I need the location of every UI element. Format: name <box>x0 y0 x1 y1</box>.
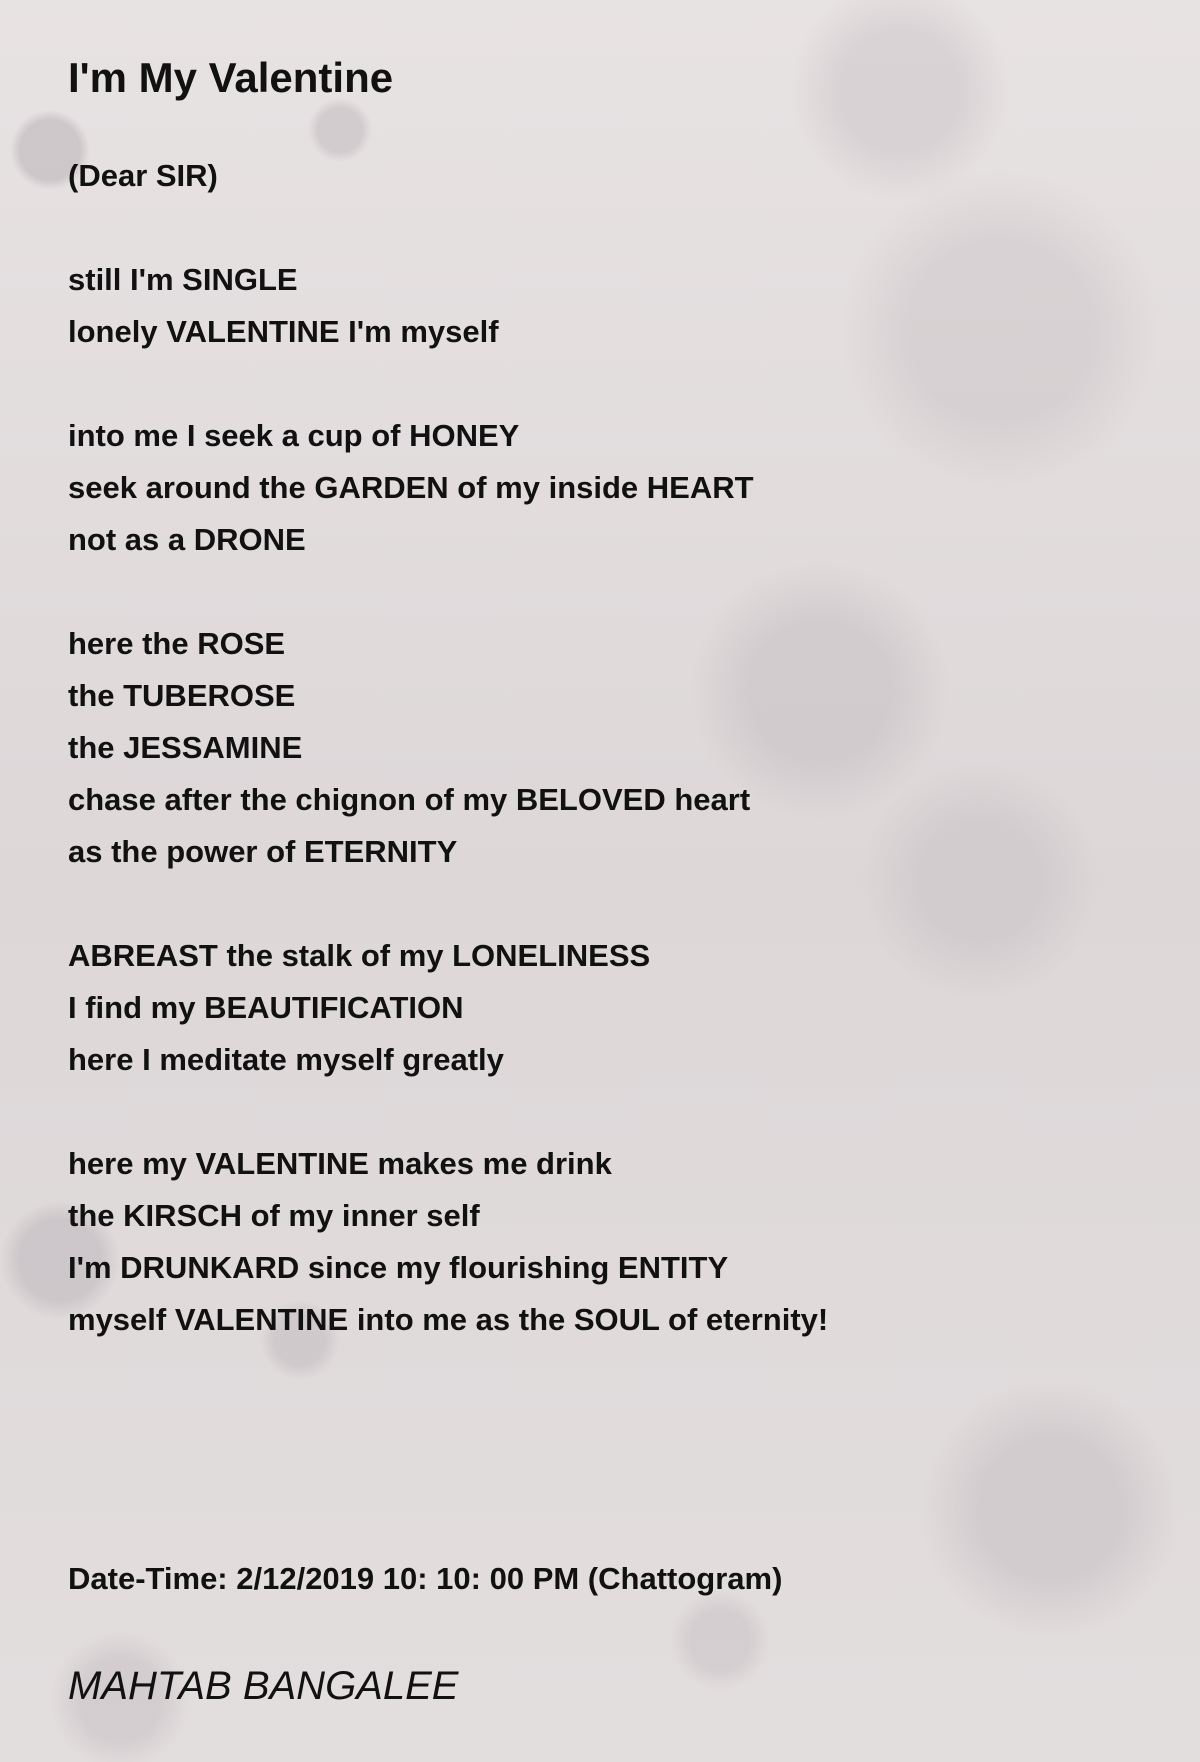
poem-line: seek around the GARDEN of my inside HEART <box>68 470 754 505</box>
poem-line: here my VALENTINE makes me drink <box>68 1146 612 1181</box>
stanza <box>68 1138 828 1346</box>
poem-line: into me I seek a cup of HONEY <box>68 418 520 453</box>
stanza <box>68 930 828 1086</box>
stanza <box>68 254 828 358</box>
poem-line: the JESSAMINE <box>68 730 303 765</box>
stanza-gap <box>68 202 828 254</box>
poem-line: here I meditate myself greatly <box>68 1042 504 1077</box>
poem-line: the KIRSCH of my inner self <box>68 1198 480 1233</box>
poem-line: still I'm SINGLE <box>68 262 298 297</box>
poem-datetime: Date-Time: 2/12/2019 10: 10: 00 PM (Chattogram) <box>68 1561 783 1596</box>
poem-line: (Dear SIR) <box>68 158 218 193</box>
poem-line: as the power of ETERNITY <box>68 834 458 869</box>
stanza-gap <box>68 1086 828 1138</box>
poem-line: I'm DRUNKARD since my flourishing ENTITY <box>68 1250 729 1285</box>
stanza <box>68 150 828 202</box>
stanza <box>68 618 828 878</box>
poem-body <box>68 150 828 1346</box>
poem-title: I'm My Valentine <box>68 54 394 101</box>
stanza-gap <box>68 358 828 410</box>
poem-line: myself VALENTINE into me as the SOUL of eternity! <box>68 1302 829 1337</box>
poem-line: I find my BEAUTIFICATION <box>68 990 464 1025</box>
poem-author: MAHTAB BANGALEE <box>68 1664 459 1708</box>
poem-line: not as a DRONE <box>68 522 306 557</box>
poem-line: lonely VALENTINE I'm myself <box>68 314 499 349</box>
stanza <box>68 410 828 566</box>
poem-line: here the ROSE <box>68 626 286 661</box>
poem-line: ABREAST the stalk of my LONELINESS <box>68 938 651 973</box>
poem-line: chase after the chignon of my BELOVED heart <box>68 782 751 817</box>
stanza-gap <box>68 566 828 618</box>
poem-line: the TUBEROSE <box>68 678 296 713</box>
stanza-gap <box>68 878 828 930</box>
